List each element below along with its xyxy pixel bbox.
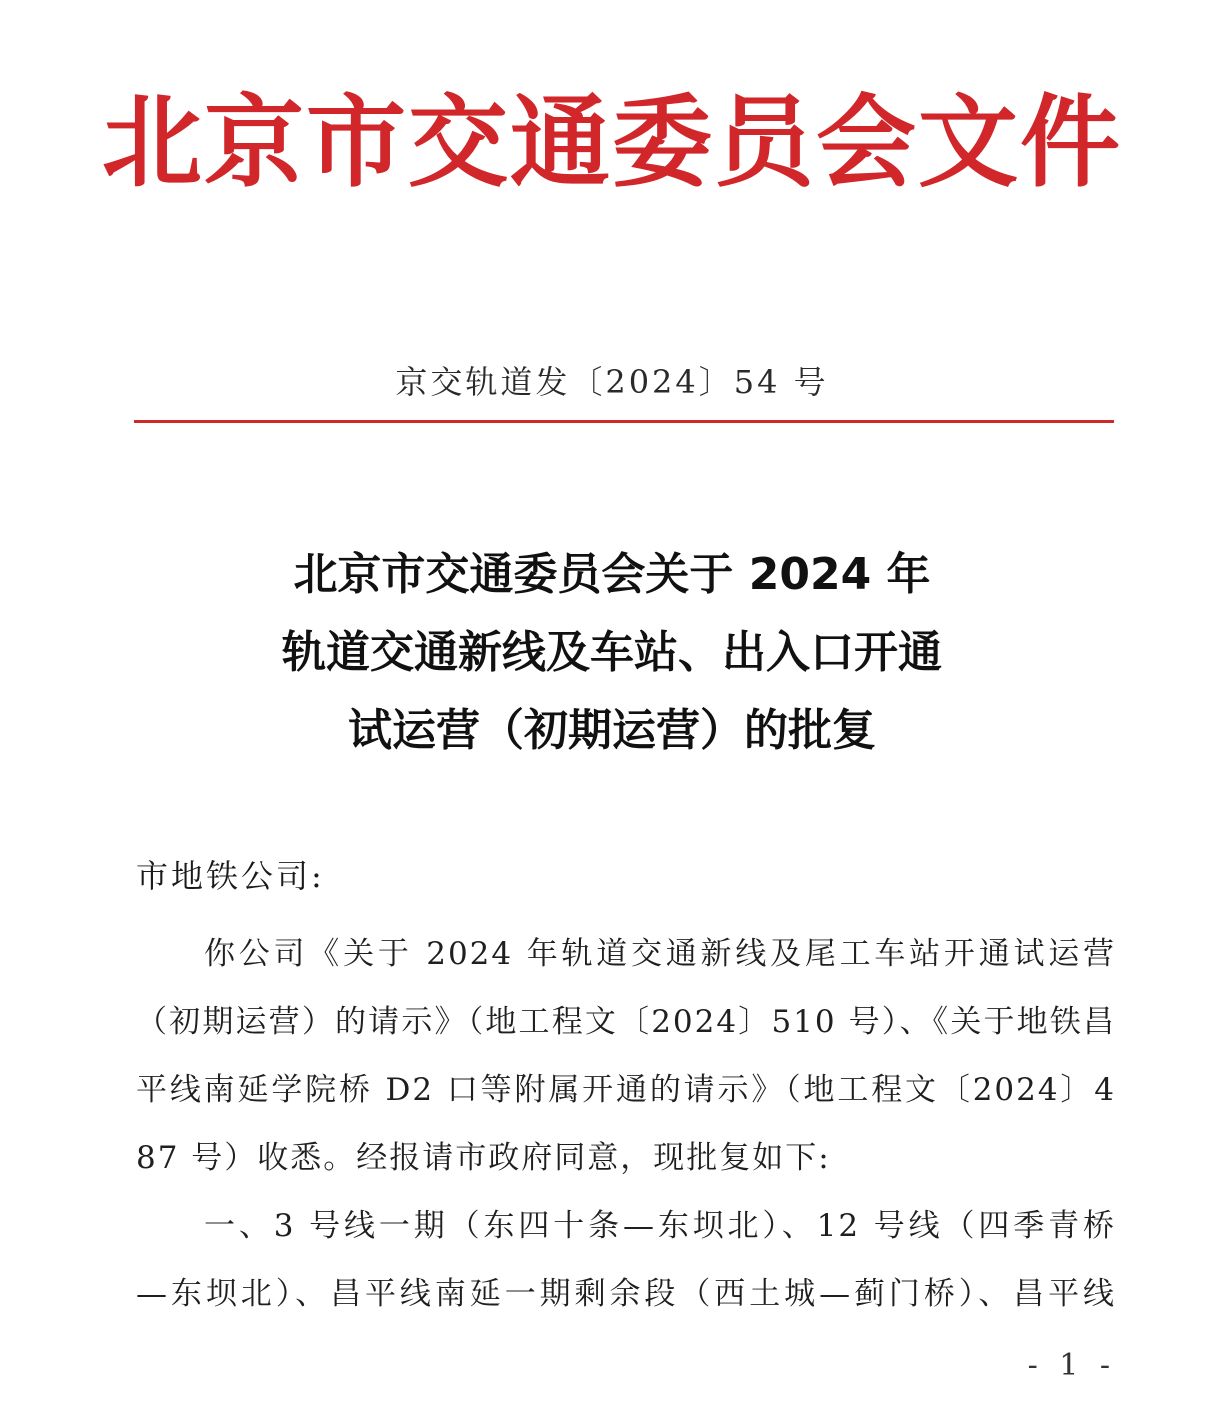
title-line: 轨道交通新线及车站、出入口开通 — [282, 627, 942, 678]
body-line: —东坝北）、昌平线南延一期剩余段（西土城—蓟门桥）、昌平线 — [136, 1276, 1116, 1312]
red-divider-line — [134, 420, 1114, 423]
document-title — [0, 536, 1224, 770]
body-line: 平线南延学院桥 D2 口等附属开通的请示》（地工程文〔2024〕4 — [136, 1072, 1116, 1108]
title-line: 试运营（初期运营）的批复 — [348, 705, 876, 756]
body-line: 你公司《关于 2024 年轨道交通新线及尾工车站开通试运营 — [204, 936, 1116, 972]
body-line: （初期运营）的请示》（地工程文〔2024〕510 号）、《关于地铁昌 — [136, 1004, 1116, 1040]
body-line: 一、3 号线一期（东四十条—东坝北）、12 号线（四季青桥 — [204, 1208, 1116, 1244]
salutation: 市地铁公司: — [136, 857, 325, 895]
body-line: 87 号）收悉。经报请市政府同意，现批复如下: — [136, 1140, 831, 1176]
body-paragraphs — [136, 920, 1116, 1328]
masthead-title: 北京市交通委员会文件 — [102, 83, 1122, 201]
document-number: 京交轨道发〔2024〕54 号 — [395, 363, 829, 401]
title-line: 北京市交通委员会关于 2024 年 — [293, 549, 931, 600]
page-number: - 1 - — [1027, 1348, 1116, 1383]
